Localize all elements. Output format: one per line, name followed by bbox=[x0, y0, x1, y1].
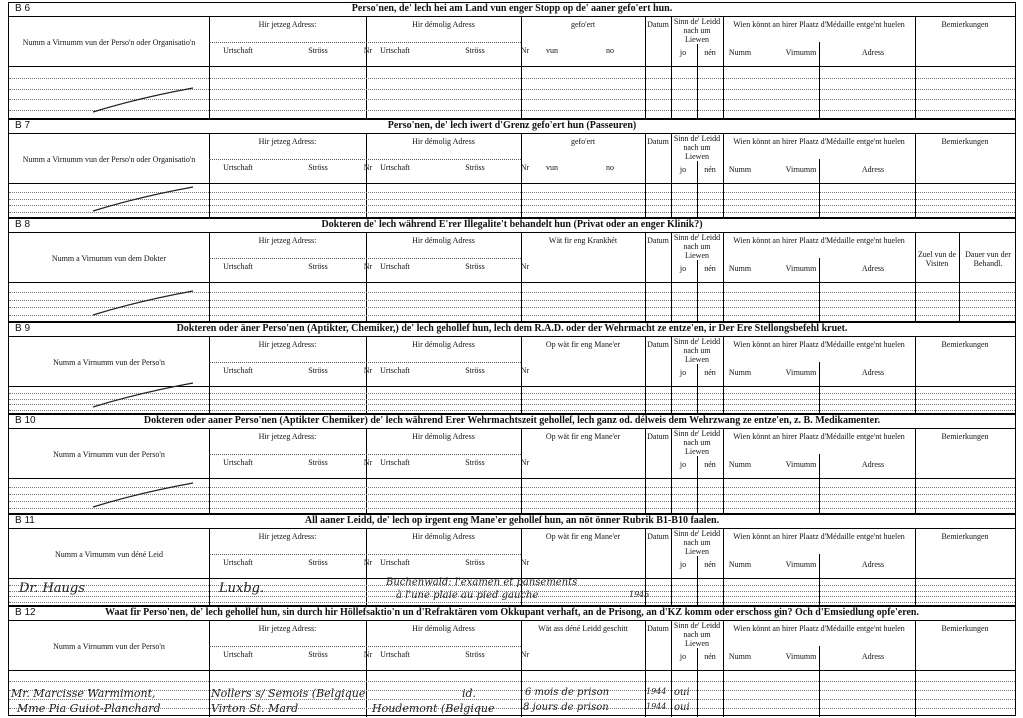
medal-divider bbox=[819, 258, 820, 323]
section-header-bar bbox=[9, 219, 1015, 233]
section-title: All aaner Leidd, de' lech op irgent eng Mane'er geholleſ hun, an nöt önner Rubrik B1-B10 faalen. bbox=[304, 515, 720, 526]
col-date-header: Datum bbox=[647, 236, 669, 245]
alive-divider bbox=[697, 556, 698, 607]
medal-divider bbox=[819, 554, 820, 607]
address-subheader: Urtschaft bbox=[380, 458, 410, 467]
address-subheader: Urtschaft bbox=[380, 366, 410, 375]
col-name-header: Numm a Virnumm vun der Perso'n bbox=[53, 642, 165, 651]
alive-divider bbox=[697, 648, 698, 717]
handwritten-alive-2: oui bbox=[674, 702, 690, 713]
medal-name: Numm bbox=[728, 652, 752, 661]
medal-name: Numm bbox=[728, 560, 752, 569]
strike-through-mark bbox=[89, 289, 199, 319]
alive-no: nén bbox=[704, 652, 716, 661]
col-detail-header: Wät ass déné Leidd geschitt bbox=[538, 624, 628, 633]
address-subheader: Nr bbox=[520, 558, 530, 567]
col-detail-header: Op wät fir eng Mane'er bbox=[545, 340, 621, 349]
col-current-address-header: Hir jetzeg Adress: bbox=[258, 532, 317, 541]
address-subheader: Ströss bbox=[465, 558, 485, 567]
alive-divider bbox=[697, 44, 698, 120]
medal-address: Adress bbox=[861, 48, 885, 57]
alive-divider bbox=[697, 456, 698, 515]
column-divider bbox=[366, 620, 367, 717]
header-divider bbox=[9, 670, 1015, 671]
medal-address: Adress bbox=[861, 460, 885, 469]
col-medal-header: Wien könnt an hirer Plaatz d'Médaille entge'nt huelen bbox=[733, 137, 905, 146]
col-old-address-header: Hir démolig Adress bbox=[412, 532, 475, 541]
col-date-header: Datum bbox=[647, 137, 669, 146]
section-code: B 10 bbox=[15, 415, 36, 426]
address-subheader: Urtschaft bbox=[223, 650, 253, 659]
handwritten-name: Dr. Haugs bbox=[19, 581, 85, 596]
column-divider bbox=[366, 16, 367, 120]
section-b10 bbox=[8, 414, 1016, 514]
col-old-address-header: Hir démolig Adress bbox=[412, 340, 475, 349]
section-b7 bbox=[8, 119, 1016, 218]
column-divider bbox=[521, 16, 522, 120]
medal-firstname: Virnumm bbox=[785, 48, 817, 57]
col-current-address-header: Hir jetzeg Adress: bbox=[258, 236, 317, 245]
subheader-divider bbox=[209, 454, 521, 455]
alive-yes: jo bbox=[679, 560, 687, 569]
col-old-address-header: Hir démolig Adress bbox=[412, 432, 475, 441]
handwritten-name-1: Mr. Marcisse Warmimont, bbox=[11, 687, 156, 700]
alive-yes: jo bbox=[679, 652, 687, 661]
col-old-address-header: Hir démolig Adress bbox=[412, 624, 475, 633]
strike-through-mark bbox=[89, 185, 199, 215]
address-subheader: Nr bbox=[520, 163, 530, 172]
section-code: B 7 bbox=[15, 120, 31, 131]
medal-firstname: Virnumm bbox=[785, 264, 817, 273]
address-subheader: Ströss bbox=[465, 458, 485, 467]
section-code: B 9 bbox=[15, 323, 31, 334]
address-subheader: Urtschaft bbox=[380, 46, 410, 55]
column-divider bbox=[723, 16, 724, 120]
subheader-divider bbox=[209, 159, 521, 160]
section-b12 bbox=[8, 606, 1016, 716]
transport-from: vun bbox=[546, 163, 558, 172]
address-subheader: Ströss bbox=[308, 458, 328, 467]
col-date-header: Datum bbox=[647, 532, 669, 541]
registration-form bbox=[8, 2, 1016, 714]
medal-divider bbox=[819, 454, 820, 515]
col-remarks-header: Bemierkungen bbox=[941, 432, 989, 441]
address-subheader: Nr bbox=[363, 366, 373, 375]
handwritten-alive-1: oui bbox=[674, 687, 690, 698]
strike-through-mark bbox=[89, 86, 199, 116]
handwritten-place-2: Virton St. Mard bbox=[211, 702, 299, 715]
section-code: B 6 bbox=[15, 3, 31, 14]
col-medal-header: Wien könnt an hirer Plaatz d'Médaille entge'nt huelen bbox=[733, 236, 905, 245]
alive-yes: jo bbox=[679, 48, 687, 57]
col-current-address-header: Hir jetzeg Adress: bbox=[258, 137, 317, 146]
handwritten-detail-1: Buchenwald: l'examen et pansements bbox=[386, 577, 578, 588]
col-detail-header: gefo'ert bbox=[570, 20, 596, 29]
header-divider bbox=[9, 478, 1015, 479]
strike-through-mark bbox=[89, 481, 199, 511]
address-subheader: Ströss bbox=[308, 650, 328, 659]
transport-to: no bbox=[606, 163, 614, 172]
col-duration-header: Dauer vun der Behandl. bbox=[965, 250, 1011, 268]
address-subheader: Ströss bbox=[308, 46, 328, 55]
alive-no: nén bbox=[704, 48, 716, 57]
section-header-bar bbox=[9, 120, 1015, 134]
col-remarks-header: Bemierkungen bbox=[941, 20, 989, 29]
alive-no: nén bbox=[704, 460, 716, 469]
header-divider bbox=[9, 66, 1015, 67]
medal-firstname: Virnumm bbox=[785, 560, 817, 569]
strike-through-mark bbox=[89, 381, 199, 411]
col-date-header: Datum bbox=[647, 340, 669, 349]
medal-firstname: Virnumm bbox=[785, 165, 817, 174]
address-subheader: Urtschaft bbox=[380, 650, 410, 659]
section-title: Dokteren de' lech während E'rer Illegalite't behandelt hun (Privat oder an enger Klinik?) bbox=[321, 219, 703, 230]
medal-address: Adress bbox=[861, 652, 885, 661]
col-alive-header: Sinn de' Leidd nach um Liewen bbox=[673, 337, 721, 364]
medal-name: Numm bbox=[728, 48, 752, 57]
address-subheader: Nr bbox=[363, 458, 373, 467]
alive-no: nén bbox=[704, 368, 716, 377]
data-row-line bbox=[9, 78, 1015, 79]
section-header-bar bbox=[9, 323, 1015, 337]
col-current-address-header: Hir jetzeg Adress: bbox=[258, 432, 317, 441]
handwritten-old-2: Houdemont (Belgique bbox=[372, 702, 495, 715]
column-divider bbox=[645, 232, 646, 323]
col-detail-header: Op wät fir eng Mane'er bbox=[545, 532, 621, 541]
alive-yes: jo bbox=[679, 460, 687, 469]
subheader-divider bbox=[209, 258, 521, 259]
medal-address: Adress bbox=[861, 165, 885, 174]
data-row-line bbox=[9, 602, 1015, 603]
column-divider bbox=[915, 232, 916, 323]
medal-name: Numm bbox=[728, 165, 752, 174]
section-b6 bbox=[8, 2, 1016, 119]
medal-divider bbox=[819, 159, 820, 219]
header-divider bbox=[9, 183, 1015, 184]
address-subheader: Ströss bbox=[308, 262, 328, 271]
col-medal-header: Wien könnt an hirer Plaatz d'Médaille entge'nt huelen bbox=[733, 340, 905, 349]
col-name-header: Numm a Virnumm vun der Perso'n bbox=[53, 450, 165, 459]
section-title: Dokteren oder aaner Perso'nen (Aptikter Chemiker) de' lech während Erer Wehrmachtszeit geholleſ, lech ganz od. délweis dem Wehrzwang ze entze'en, z. B. Medikamenter. bbox=[143, 415, 881, 426]
col-current-address-header: Hir jetzeg Adress: bbox=[258, 624, 317, 633]
address-subheader: Ströss bbox=[465, 262, 485, 271]
address-subheader: Nr bbox=[520, 46, 530, 55]
col-medal-header: Wien könnt an hirer Plaatz d'Médaille entge'nt huelen bbox=[733, 20, 905, 29]
section-title: Dokteren oder äner Perso'nen (Aptikter, Chemiker,) de' lech gehollef hun, lech dem R.A.D. oder der Wehrmacht ze entze'en, ir Der Ere Stellongsbefehl kruet. bbox=[176, 323, 848, 334]
section-header-bar bbox=[9, 415, 1015, 429]
col-name-header: Numm a Virnumm vun der Perso'n bbox=[53, 358, 165, 367]
col-remarks-header: Bemierkungen bbox=[941, 624, 989, 633]
medal-address: Adress bbox=[861, 560, 885, 569]
medal-address: Adress bbox=[861, 368, 885, 377]
medal-divider bbox=[819, 362, 820, 415]
col-detail-header: gefo'ert bbox=[570, 137, 596, 146]
handwritten-place: Luxbg. bbox=[219, 581, 265, 596]
column-divider bbox=[366, 232, 367, 323]
medal-name: Numm bbox=[728, 264, 752, 273]
subheader-divider bbox=[209, 42, 521, 43]
col-alive-header: Sinn de' Leidd nach um Liewen bbox=[673, 429, 721, 456]
address-subheader: Urtschaft bbox=[380, 262, 410, 271]
address-subheader: Urtschaft bbox=[223, 458, 253, 467]
column-divider bbox=[959, 232, 960, 323]
section-code: B 8 bbox=[15, 219, 31, 230]
address-subheader: Urtschaft bbox=[223, 366, 253, 375]
address-subheader: Urtschaft bbox=[223, 163, 253, 172]
medal-firstname: Virnumm bbox=[785, 368, 817, 377]
address-subheader: Nr bbox=[363, 46, 373, 55]
transport-to: no bbox=[606, 46, 614, 55]
address-subheader: Nr bbox=[520, 650, 530, 659]
alive-yes: jo bbox=[679, 165, 687, 174]
section-header-bar bbox=[9, 515, 1015, 529]
alive-divider bbox=[697, 364, 698, 415]
col-alive-header: Sinn de' Leidd nach um Liewen bbox=[673, 17, 721, 44]
alive-no: nén bbox=[704, 560, 716, 569]
alive-divider bbox=[697, 161, 698, 219]
medal-firstname: Virnumm bbox=[785, 460, 817, 469]
section-code: B 11 bbox=[15, 515, 35, 526]
subheader-divider bbox=[209, 554, 521, 555]
section-title: Perso'nen, de' lech iwert d'Grenz gefo'ert hun (Passeuren) bbox=[387, 120, 637, 131]
handwritten-date-1: 1944 bbox=[646, 687, 667, 696]
col-current-address-header: Hir jetzeg Adress: bbox=[258, 340, 317, 349]
address-subheader: Urtschaft bbox=[223, 558, 253, 567]
column-divider bbox=[521, 620, 522, 717]
section-b11 bbox=[8, 514, 1016, 606]
col-remarks-header: Bemierkungen bbox=[941, 340, 989, 349]
handwritten-what-1: 6 mois de prison bbox=[525, 687, 610, 698]
col-old-address-header: Hir démolig Adress bbox=[412, 236, 475, 245]
address-subheader: Nr bbox=[520, 262, 530, 271]
address-subheader: Nr bbox=[363, 163, 373, 172]
col-name-header: Numm a Virnumm vun der Perso'n oder Organisatio'n bbox=[22, 38, 196, 47]
section-title: Perso'nen, de' lech hei am Land vun enger Stopp op de' aaner gefo'ert hun. bbox=[351, 3, 673, 14]
col-old-address-header: Hir démolig Adress bbox=[412, 137, 475, 146]
col-medal-header: Wien könnt an hirer Plaatz d'Médaille entge'nt huelen bbox=[733, 624, 905, 633]
section-header-bar bbox=[9, 607, 1015, 621]
address-subheader: Urtschaft bbox=[223, 46, 253, 55]
column-divider bbox=[521, 232, 522, 323]
data-row-line bbox=[9, 681, 1015, 682]
col-visits-header: Zuel vun de Visiten bbox=[917, 250, 957, 268]
column-divider bbox=[209, 16, 210, 120]
col-alive-header: Sinn de' Leidd nach um Liewen bbox=[673, 529, 721, 556]
address-subheader: Ströss bbox=[308, 366, 328, 375]
transport-from: vun bbox=[546, 46, 558, 55]
column-divider bbox=[915, 620, 916, 717]
address-subheader: Ströss bbox=[308, 558, 328, 567]
handwritten-old-1: id. bbox=[462, 687, 477, 700]
handwritten-name-2: Mme Pia Guiot-Planchard bbox=[17, 702, 161, 715]
col-detail-header: Op wät fir eng Mane'er bbox=[545, 432, 621, 441]
medal-address: Adress bbox=[861, 264, 885, 273]
col-name-header: Numm a Virnumm vun der Perso'n oder Organisatio'n bbox=[22, 155, 196, 164]
address-subheader: Nr bbox=[363, 262, 373, 271]
section-code: B 12 bbox=[15, 607, 36, 618]
address-subheader: Ströss bbox=[465, 650, 485, 659]
medal-name: Numm bbox=[728, 460, 752, 469]
data-row-line bbox=[9, 690, 1015, 691]
column-divider bbox=[645, 16, 646, 120]
medal-divider bbox=[819, 42, 820, 120]
subheader-divider bbox=[209, 646, 521, 647]
address-subheader: Nr bbox=[520, 458, 530, 467]
address-subheader: Urtschaft bbox=[380, 558, 410, 567]
col-date-header: Datum bbox=[647, 432, 669, 441]
handwritten-date-2: 1944 bbox=[646, 702, 667, 711]
medal-firstname: Virnumm bbox=[785, 652, 817, 661]
address-subheader: Nr bbox=[520, 366, 530, 375]
medal-name: Numm bbox=[728, 368, 752, 377]
address-subheader: Ströss bbox=[465, 366, 485, 375]
col-remarks-header: Bemierkungen bbox=[941, 532, 989, 541]
alive-yes: jo bbox=[679, 368, 687, 377]
handwritten-what-2: 8 jours de prison bbox=[523, 702, 609, 713]
subheader-divider bbox=[209, 362, 521, 363]
section-title: Waat fir Perso'nen, de' lech geholleſ hun, sin durch hir Höllefsaktio'n un d'Refraktären vom Okkupant verhaft, an de Prisong, an d'KZ komm oder erschoss gin? Och d'Emsiedlung opfe'eren. bbox=[105, 607, 919, 618]
handwritten-place-1: Nollers s/ Semois (Belgique bbox=[211, 687, 366, 700]
data-row-line bbox=[9, 699, 1015, 700]
section-header-bar bbox=[9, 3, 1015, 17]
alive-yes: jo bbox=[679, 264, 687, 273]
col-name-header: Numm a Virnumm vun dem Dokter bbox=[51, 254, 167, 263]
header-divider bbox=[9, 282, 1015, 283]
col-medal-header: Wien könnt an hirer Plaatz d'Médaille entge'nt huelen bbox=[733, 532, 905, 541]
col-alive-header: Sinn de' Leidd nach um Liewen bbox=[673, 134, 721, 161]
section-b9 bbox=[8, 322, 1016, 414]
column-divider bbox=[209, 232, 210, 323]
column-divider bbox=[723, 620, 724, 717]
col-date-header: Datum bbox=[647, 20, 669, 29]
alive-no: nén bbox=[704, 165, 716, 174]
col-old-address-header: Hir démolig Adress bbox=[412, 20, 475, 29]
column-divider bbox=[915, 16, 916, 120]
alive-no: nén bbox=[704, 264, 716, 273]
address-subheader: Nr bbox=[363, 558, 373, 567]
address-subheader: Urtschaft bbox=[223, 262, 253, 271]
col-detail-header: Wät fir eng Krankhét bbox=[548, 236, 618, 245]
col-current-address-header: Hir jetzeg Adress: bbox=[258, 20, 317, 29]
section-b8 bbox=[8, 218, 1016, 322]
col-remarks-header: Bemierkungen bbox=[941, 137, 989, 146]
address-subheader: Ströss bbox=[308, 163, 328, 172]
col-medal-header: Wien könnt an hirer Plaatz d'Médaille entge'nt huelen bbox=[733, 432, 905, 441]
column-divider bbox=[723, 232, 724, 323]
column-divider bbox=[209, 620, 210, 717]
address-subheader: Ströss bbox=[465, 46, 485, 55]
address-subheader: Urtschaft bbox=[380, 163, 410, 172]
address-subheader: Nr bbox=[363, 650, 373, 659]
col-name-header: Numm a Virnumm vun déné Leid bbox=[54, 550, 164, 559]
handwritten-year: 1945 bbox=[629, 590, 650, 599]
col-date-header: Datum bbox=[647, 624, 669, 633]
col-alive-header: Sinn de' Leidd nach um Liewen bbox=[673, 233, 721, 260]
address-subheader: Ströss bbox=[465, 163, 485, 172]
col-alive-header: Sinn de' Leidd nach um Liewen bbox=[673, 621, 721, 648]
handwritten-detail-2: à l'une plaie au pied gauche bbox=[396, 590, 539, 601]
